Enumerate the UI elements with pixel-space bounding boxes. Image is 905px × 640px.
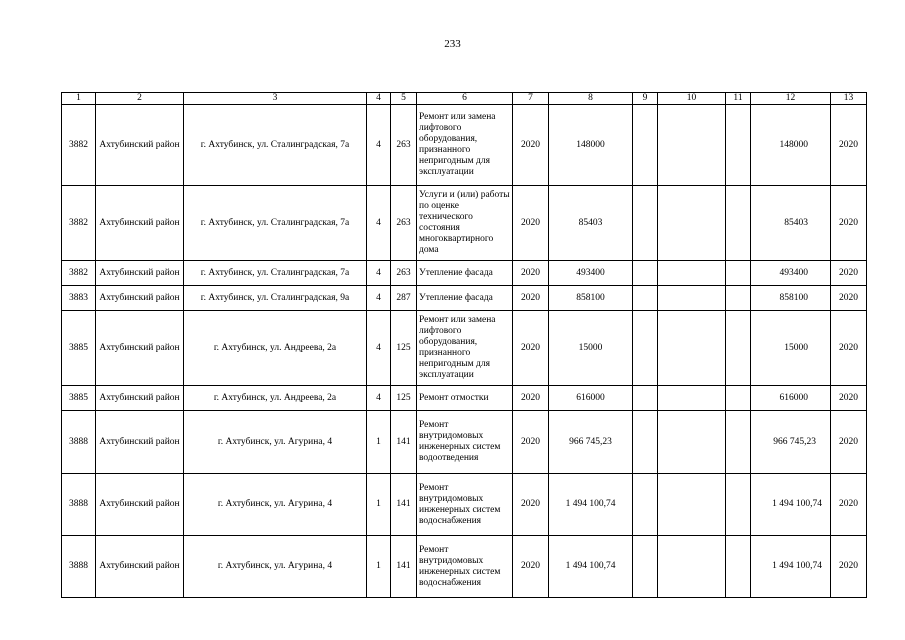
col-9 xyxy=(633,474,658,536)
col-10 xyxy=(658,186,726,261)
cost-total: 858100 xyxy=(751,286,831,311)
col-11 xyxy=(726,474,751,536)
col-9 xyxy=(633,386,658,411)
col-10 xyxy=(658,536,726,598)
table-row xyxy=(62,286,867,311)
table-row xyxy=(62,386,867,411)
col-11 xyxy=(726,286,751,311)
year-end: 2020 xyxy=(831,286,867,311)
year: 2020 xyxy=(513,311,549,386)
year: 2020 xyxy=(513,105,549,186)
col-5: 141 xyxy=(391,536,417,598)
column-header: 9 xyxy=(633,93,658,105)
col-9 xyxy=(633,286,658,311)
building-id: 3888 xyxy=(62,411,96,474)
col-9 xyxy=(633,411,658,474)
page-number: 233 xyxy=(444,38,461,50)
cost-total: 148000 xyxy=(751,105,831,186)
column-header: 4 xyxy=(367,93,391,105)
cost-total: 493400 xyxy=(751,261,831,286)
cost-total: 85403 xyxy=(751,186,831,261)
column-header: 2 xyxy=(96,93,184,105)
col-5: 125 xyxy=(391,311,417,386)
building-id: 3883 xyxy=(62,286,96,311)
column-header: 13 xyxy=(831,93,867,105)
col-4: 1 xyxy=(367,411,391,474)
col-5: 263 xyxy=(391,261,417,286)
district: Ахтубинский район xyxy=(96,474,184,536)
column-header: 11 xyxy=(726,93,751,105)
district: Ахтубинский район xyxy=(96,186,184,261)
table-row xyxy=(62,186,867,261)
work-type: Ремонт внутридомовых инженерных систем водоснабжения xyxy=(417,536,513,598)
building-id: 3882 xyxy=(62,186,96,261)
registry-table xyxy=(61,92,867,598)
building-id: 3882 xyxy=(62,105,96,186)
work-type: Ремонт внутридомовых инженерных систем водоснабжения xyxy=(417,474,513,536)
year-end: 2020 xyxy=(831,311,867,386)
year-end: 2020 xyxy=(831,186,867,261)
col-11 xyxy=(726,186,751,261)
building-id: 3882 xyxy=(62,261,96,286)
col-10 xyxy=(658,474,726,536)
column-header: 8 xyxy=(549,93,633,105)
year: 2020 xyxy=(513,474,549,536)
cost-total: 1 494 100,74 xyxy=(751,536,831,598)
col-4: 4 xyxy=(367,311,391,386)
address: г. Ахтубинск, ул. Агурина, 4 xyxy=(184,411,367,474)
col-4: 1 xyxy=(367,474,391,536)
column-header: 10 xyxy=(658,93,726,105)
col-5: 263 xyxy=(391,186,417,261)
cost: 616000 xyxy=(549,386,633,411)
work-type: Ремонт или замена лифтового оборудования, признанного непригодным для эксплуатации xyxy=(417,311,513,386)
year-end: 2020 xyxy=(831,474,867,536)
col-10 xyxy=(658,105,726,186)
col-11 xyxy=(726,386,751,411)
cost-total: 1 494 100,74 xyxy=(751,474,831,536)
address: г. Ахтубинск, ул. Сталинградская, 7а xyxy=(184,261,367,286)
address: г. Ахтубинск, ул. Сталинградская, 7а xyxy=(184,186,367,261)
col-11 xyxy=(726,261,751,286)
col-5: 141 xyxy=(391,474,417,536)
column-header: 3 xyxy=(184,93,367,105)
district: Ахтубинский район xyxy=(96,105,184,186)
cost: 858100 xyxy=(549,286,633,311)
col-4: 4 xyxy=(367,186,391,261)
col-9 xyxy=(633,186,658,261)
year-end: 2020 xyxy=(831,536,867,598)
year: 2020 xyxy=(513,186,549,261)
col-4: 4 xyxy=(367,105,391,186)
year-end: 2020 xyxy=(831,411,867,474)
year: 2020 xyxy=(513,411,549,474)
cost-total: 616000 xyxy=(751,386,831,411)
col-11 xyxy=(726,536,751,598)
table-row xyxy=(62,536,867,598)
cost: 966 745,23 xyxy=(549,411,633,474)
col-10 xyxy=(658,311,726,386)
table-row xyxy=(62,261,867,286)
work-type: Утепление фасада xyxy=(417,261,513,286)
address: г. Ахтубинск, ул. Сталинградская, 9а xyxy=(184,286,367,311)
col-5: 263 xyxy=(391,105,417,186)
col-5: 141 xyxy=(391,411,417,474)
address: г. Ахтубинск, ул. Андреева, 2а xyxy=(184,386,367,411)
col-4: 4 xyxy=(367,261,391,286)
building-id: 3888 xyxy=(62,536,96,598)
cost: 15000 xyxy=(549,311,633,386)
col-10 xyxy=(658,411,726,474)
work-type: Ремонт внутридомовых инженерных систем водоотведения xyxy=(417,411,513,474)
year-end: 2020 xyxy=(831,105,867,186)
year: 2020 xyxy=(513,261,549,286)
col-9 xyxy=(633,536,658,598)
col-4: 4 xyxy=(367,386,391,411)
district: Ахтубинский район xyxy=(96,311,184,386)
year: 2020 xyxy=(513,386,549,411)
col-5: 125 xyxy=(391,386,417,411)
district: Ахтубинский район xyxy=(96,536,184,598)
table-row xyxy=(62,311,867,386)
cost: 493400 xyxy=(549,261,633,286)
cost: 1 494 100,74 xyxy=(549,474,633,536)
col-9 xyxy=(633,105,658,186)
building-id: 3885 xyxy=(62,386,96,411)
col-11 xyxy=(726,411,751,474)
year: 2020 xyxy=(513,536,549,598)
district: Ахтубинский район xyxy=(96,386,184,411)
district: Ахтубинский район xyxy=(96,286,184,311)
cost: 1 494 100,74 xyxy=(549,536,633,598)
column-header: 5 xyxy=(391,93,417,105)
work-type: Ремонт или замена лифтового оборудования, признанного непригодным для эксплуатации xyxy=(417,105,513,186)
district: Ахтубинский район xyxy=(96,411,184,474)
col-5: 287 xyxy=(391,286,417,311)
col-11 xyxy=(726,311,751,386)
col-10 xyxy=(658,286,726,311)
cost-total: 15000 xyxy=(751,311,831,386)
work-type: Ремонт отмостки xyxy=(417,386,513,411)
column-header: 6 xyxy=(417,93,513,105)
table-row xyxy=(62,474,867,536)
address: г. Ахтубинск, ул. Сталинградская, 7а xyxy=(184,105,367,186)
col-4: 4 xyxy=(367,286,391,311)
col-9 xyxy=(633,261,658,286)
column-header: 12 xyxy=(751,93,831,105)
column-header: 7 xyxy=(513,93,549,105)
building-id: 3885 xyxy=(62,311,96,386)
col-4: 1 xyxy=(367,536,391,598)
district: Ахтубинский район xyxy=(96,261,184,286)
address: г. Ахтубинск, ул. Андреева, 2а xyxy=(184,311,367,386)
cost-total: 966 745,23 xyxy=(751,411,831,474)
col-10 xyxy=(658,261,726,286)
building-id: 3888 xyxy=(62,474,96,536)
work-type: Утепление фасада xyxy=(417,286,513,311)
column-number-row xyxy=(62,93,867,105)
year-end: 2020 xyxy=(831,386,867,411)
col-9 xyxy=(633,311,658,386)
cost: 85403 xyxy=(549,186,633,261)
year-end: 2020 xyxy=(831,261,867,286)
address: г. Ахтубинск, ул. Агурина, 4 xyxy=(184,474,367,536)
table-row xyxy=(62,105,867,186)
cost: 148000 xyxy=(549,105,633,186)
work-type: Услуги и (или) работы по оценке технического состояния многоквартирного дома xyxy=(417,186,513,261)
year: 2020 xyxy=(513,286,549,311)
col-11 xyxy=(726,105,751,186)
table-row xyxy=(62,411,867,474)
address: г. Ахтубинск, ул. Агурина, 4 xyxy=(184,536,367,598)
col-10 xyxy=(658,386,726,411)
column-header: 1 xyxy=(62,93,96,105)
